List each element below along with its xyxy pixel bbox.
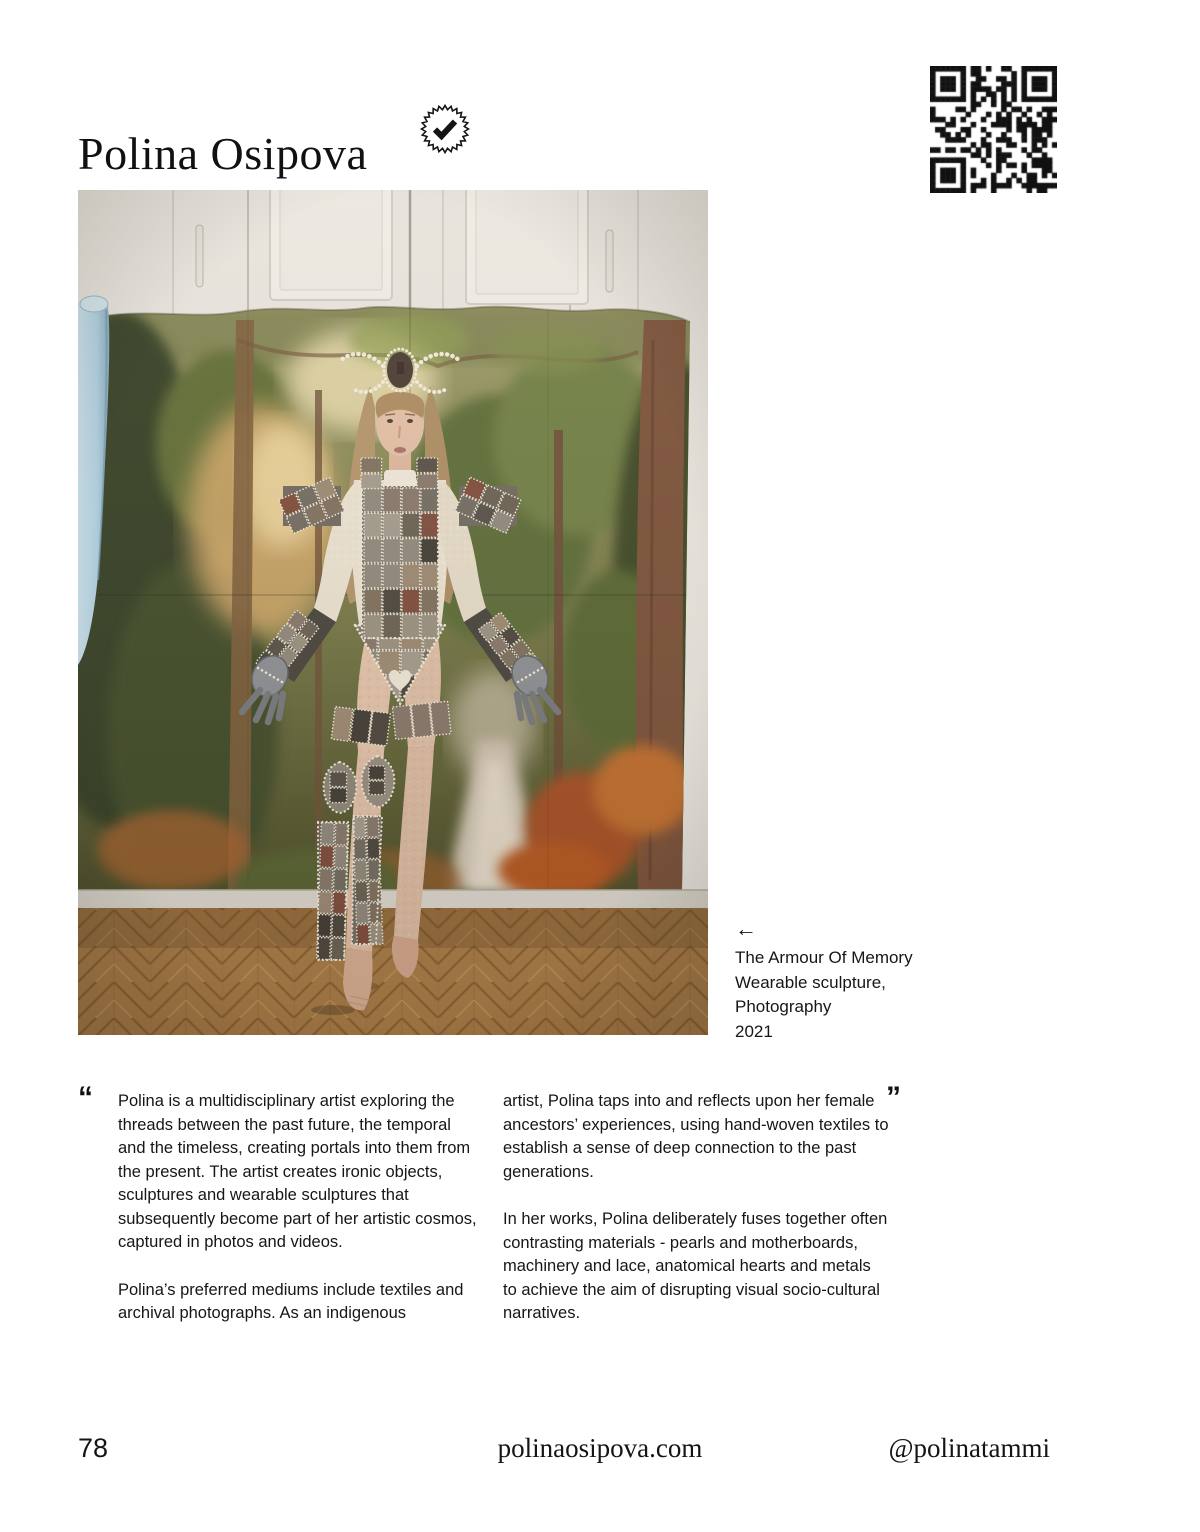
door-handle-right: [606, 230, 613, 292]
parquet-floor: [78, 908, 708, 1035]
bio-paragraph: In her works, Polina deliberately fuses together often contrasting materials - pearls and motherboards, machinery and lace, anatomical hearts and metals to achieve the aim of disrupting visual socio-cultural narratives.: [503, 1210, 888, 1322]
close-quote-icon: ”: [886, 1081, 900, 1114]
caption-line: 2021: [735, 1021, 773, 1041]
page-number: 78: [78, 1433, 109, 1463]
bio-paragraph: Polina is a multidisciplinary artist exploring the threads between the past future, the temporal and the timeless, creating portals into them from the present. The artist creates ironic objects, sculptures and wearable sculptures that subsequently become part of her artistic cosmos, captured in photos and videos.: [118, 1092, 477, 1251]
artwork-photo: [78, 190, 708, 1035]
qr-code: [930, 66, 1057, 193]
artist-social-handle: @polinatammi: [888, 1433, 1050, 1463]
door-handle-left: [196, 225, 203, 287]
bio-paragraph: artist, Polina taps into and reflects upon her female ancestors’ experiences, using hand-woven textiles to establish a sense of deep connection to the past generations.: [503, 1092, 889, 1181]
open-quote-icon: “: [78, 1081, 92, 1114]
bio-paragraph: Polina’s preferred mediums include textiles and archival photographs. As an indigenous: [118, 1280, 464, 1322]
photo-caption: [735, 916, 965, 1044]
bio-column-left: [118, 1090, 480, 1350]
door-panel-right: [466, 190, 588, 304]
caption-line: Photography: [735, 997, 832, 1016]
verified-badge-icon: [419, 103, 471, 155]
door-panel-left: [270, 190, 392, 300]
arrow-left-icon: ←: [735, 916, 757, 941]
page-title: Polina Osipova: [78, 127, 368, 179]
artwork-photo-scene: [78, 190, 708, 1035]
caption-line: The Armour Of Memory: [735, 948, 913, 967]
caption-line: Wearable sculpture,: [735, 972, 886, 992]
bio-column-right: [503, 1090, 889, 1350]
artist-website: polinaosipova.com: [497, 1433, 703, 1463]
